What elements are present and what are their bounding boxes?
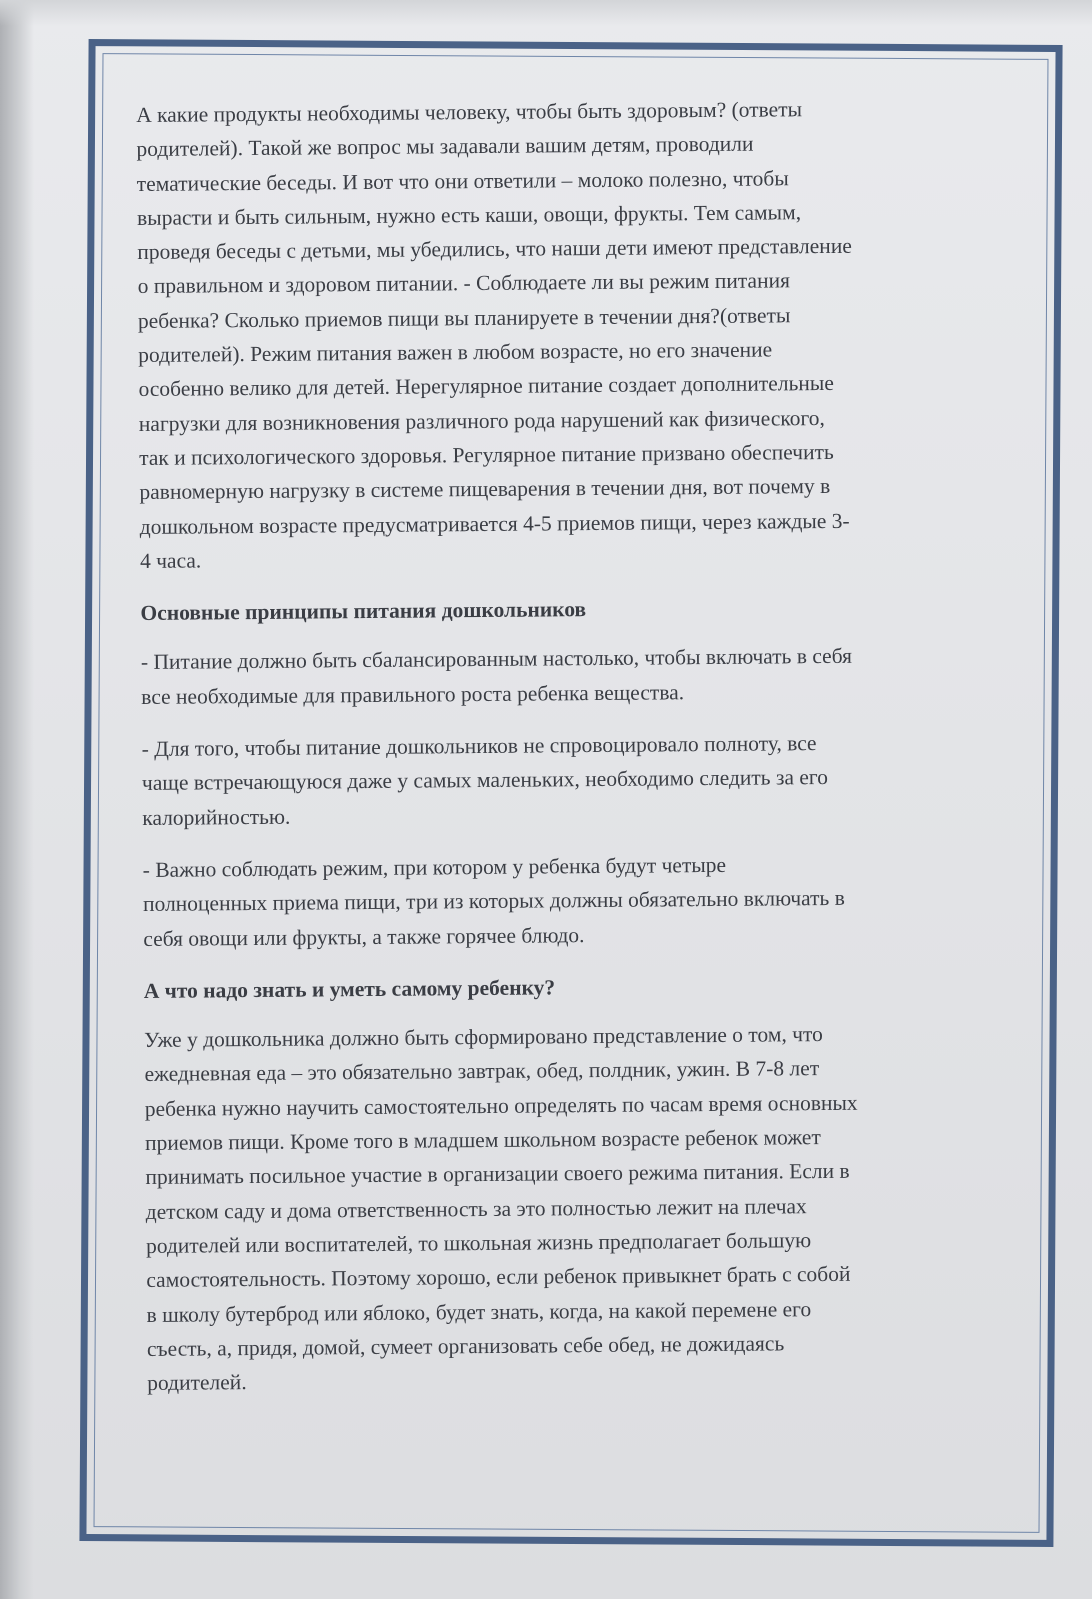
text-line: проведя беседы с детьми, мы убедились, что наши дети имеют представление: [137, 233, 852, 265]
text-line: приемов пищи. Кроме того в младшем школьном возрасте ребенок может: [145, 1125, 821, 1155]
text-line: дошкольном возрасте предусматривается 4-5 приемов пищи, через каждые 3-: [139, 508, 850, 539]
text-line: А какие продукты необходимы человеку, чтобы быть здоровым? (ответы: [136, 97, 803, 127]
text-line: все необходимые для правильного роста ребенка вещества.: [141, 679, 685, 709]
text-line: о правильном и здоровом питании. - Соблюдаете ли вы режим питания: [137, 268, 791, 299]
text-line: родителей или воспитателей, то школьная жизнь предполагает большую: [145, 1228, 812, 1258]
heading-principles: Основные принципы питания дошкольников: [140, 597, 587, 626]
text-line: съесть, а, придя, домой, сумеет организовать себе обед, не дожидаясь: [146, 1331, 785, 1361]
text-line: - Питание должно быть сбалансированным настолько, чтобы включать в себя: [140, 644, 853, 675]
text-line: ребенка? Сколько приемов пищи вы планируете в течении дня?(ответы: [137, 303, 791, 333]
document-body: [136, 90, 1032, 1400]
text-line: родителей). Режим питания важен в любом возрасте, но его значение: [138, 337, 773, 368]
text-line: тематические беседы. И вот что они ответили – молоко полезно, чтобы: [136, 165, 789, 196]
principle-paragraph-1: [141, 638, 1027, 714]
page-edge-shadow: [0, 0, 34, 1599]
text-line: детском саду и дома ответственность за это полностью лежит на плечах: [145, 1193, 807, 1224]
text-line: - Важно соблюдать режим, при котором у ребенка будут четыре: [142, 852, 727, 882]
text-line: родителей). Такой же вопрос мы задавали вашим детям, проводили: [136, 131, 754, 162]
text-line: 4 часа.: [139, 548, 202, 573]
text-line: полноценных приема пищи, три из которых должны обязательно включать в: [142, 886, 845, 917]
text-line: чаще встречающуюся даже у самых маленьких, необходимо следить за его: [141, 765, 829, 796]
page-top-shade: [0, 0, 1092, 26]
principle-paragraph-2: [142, 724, 1028, 835]
text-line: вырасти и быть сильным, нужно есть каши, овощи, фрукты. Тем самым,: [136, 200, 802, 230]
heading-child-skills: А что надо знать и уметь самому ребенку?: [143, 975, 556, 1003]
intro-paragraph: [136, 90, 1025, 578]
child-skills-paragraph: [144, 1015, 1032, 1400]
text-line: - Для того, чтобы питание дошкольников не спровоцировало полноту, все: [141, 731, 817, 762]
text-line: нагрузки для возникновения различного рода нарушений как физического,: [138, 405, 825, 436]
text-line: себя овощи или фрукты, а также горячее блюдо.: [143, 922, 585, 951]
text-line: ежедневная еда – это обязательно завтрак, обед, полдник, ужин. В 7-8 лет: [144, 1056, 820, 1087]
text-line: самостоятельность. Поэтому хорошо, если ребенок привыкнет брать с собой: [146, 1262, 851, 1293]
principle-paragraph-3: [143, 845, 1029, 956]
text-line: принимать посильное участие в организации своего режима питания. Если в: [145, 1159, 850, 1190]
text-line: калорийностью.: [142, 804, 291, 830]
text-line: Уже у дошкольника должно быть сформировано представление о том, что: [144, 1022, 823, 1053]
text-line: в школу бутерброд или яблоко, будет знать, когда, на какой перемене его: [146, 1296, 812, 1327]
text-line: особенно велико для детей. Нерегулярное питание создает дополнительные: [138, 371, 834, 402]
text-line: родителей.: [147, 1370, 247, 1396]
text-line: ребенка нужно научить самостоятельно определять по часам время основных: [144, 1090, 858, 1121]
text-line: равномерную нагрузку в системе пищеварения в течении дня, вот почему в: [139, 474, 831, 505]
text-line: так и психологического здоровья. Регулярное питание призвано обеспечить: [139, 439, 834, 470]
